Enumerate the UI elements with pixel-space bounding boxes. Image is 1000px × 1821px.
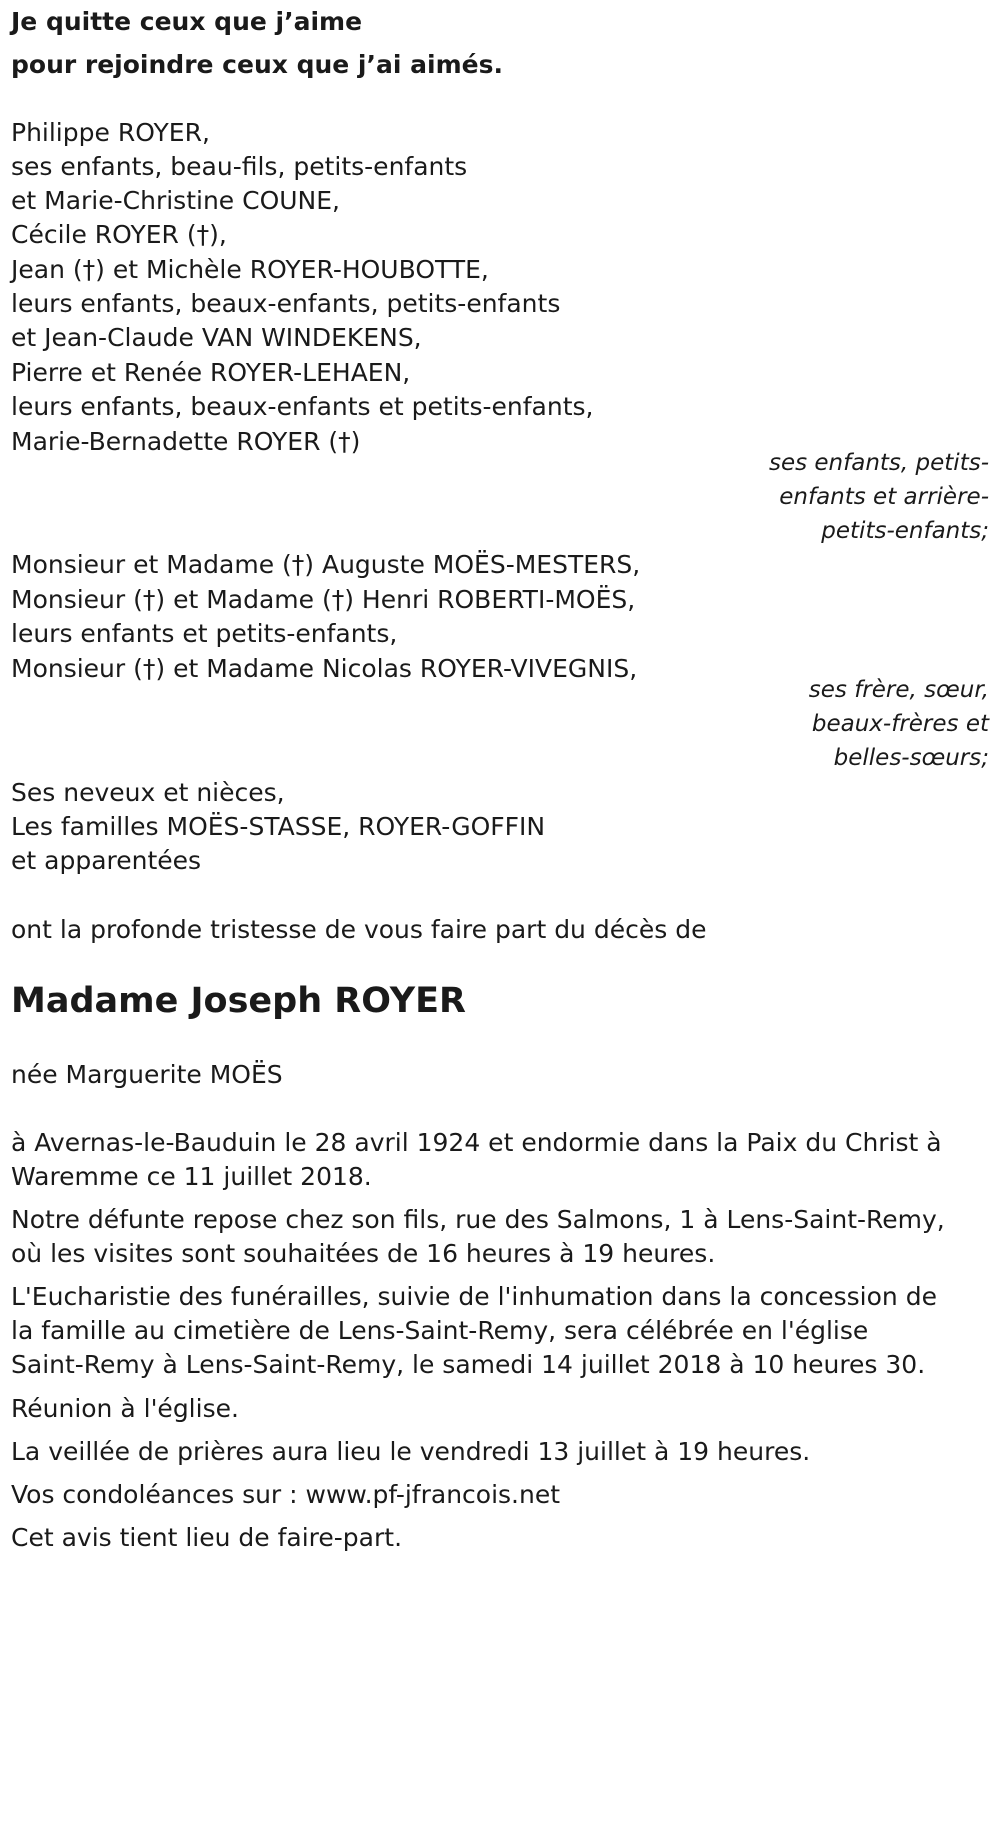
detail-line: Réunion à l'église. bbox=[11, 1394, 239, 1423]
family-line: ses enfants, beau-fils, petits-enfants bbox=[11, 152, 468, 181]
deceased-name: Madame Joseph ROYER bbox=[11, 981, 466, 1021]
relation-line: beaux-frères et bbox=[811, 711, 989, 737]
relation-line: petits-enfants; bbox=[821, 518, 989, 544]
family-line: leurs enfants, beaux-enfants et petits-enfants, bbox=[11, 392, 594, 421]
family-line: Monsieur (†) et Madame Nicolas ROYER-VIVEGNIS, bbox=[11, 654, 638, 683]
family-line: leurs enfants, beaux-enfants, petits-enfants bbox=[11, 289, 561, 318]
relation-line: ses frère, sœur, bbox=[808, 677, 989, 703]
epigraph-line: Je quitte ceux que j’aime bbox=[11, 7, 363, 36]
family-line: et Jean-Claude VAN WINDEKENS, bbox=[11, 323, 422, 352]
family-line: et apparentées bbox=[11, 846, 202, 875]
family-line: Jean (†) et Michèle ROYER-HOUBOTTE, bbox=[11, 255, 489, 284]
family-line: Les familles MOËS-STASSE, ROYER-GOFFIN bbox=[11, 812, 546, 841]
family-line: et Marie-Christine COUNE, bbox=[11, 186, 340, 215]
family-line: Marie-Bernadette ROYER (†) bbox=[11, 427, 361, 456]
relation-line: enfants et arrière- bbox=[779, 484, 989, 510]
detail-line: à Avernas-le-Bauduin le 28 avril 1924 et endormie dans la Paix du Christ à bbox=[11, 1128, 942, 1157]
epigraph-line: pour rejoindre ceux que j’ai aimés. bbox=[11, 50, 503, 79]
family-line: Cécile ROYER (†), bbox=[11, 220, 227, 249]
announcement: ont la profonde tristesse de vous faire part du décès de bbox=[11, 915, 707, 944]
family-line: Monsieur et Madame (†) Auguste MOËS-MESTERS, bbox=[11, 550, 641, 579]
detail-line: Saint-Remy à Lens-Saint-Remy, le samedi 14 juillet 2018 à 10 heures 30. bbox=[11, 1350, 926, 1379]
relation-line: belles-sœurs; bbox=[833, 745, 989, 771]
maiden-name: née Marguerite MOËS bbox=[11, 1060, 283, 1089]
family-line: leurs enfants et petits-enfants, bbox=[11, 619, 398, 648]
detail-line: L'Eucharistie des funérailles, suivie de l'inhumation dans la concession de bbox=[11, 1282, 937, 1311]
detail-line: Notre défunte repose chez son fils, rue des Salmons, 1 à Lens-Saint-Remy, bbox=[11, 1205, 945, 1234]
detail-line: où les visites sont souhaitées de 16 heures à 19 heures. bbox=[11, 1239, 716, 1268]
detail-line: la famille au cimetière de Lens-Saint-Remy, sera célébrée en l'église bbox=[11, 1316, 869, 1345]
family-line: Monsieur (†) et Madame (†) Henri ROBERTI-MOËS, bbox=[11, 585, 636, 614]
family-line: Pierre et Renée ROYER-LEHAEN, bbox=[11, 358, 411, 387]
detail-line: Cet avis tient lieu de faire-part. bbox=[11, 1523, 403, 1552]
family-line: Ses neveux et nièces, bbox=[11, 778, 285, 807]
detail-line: La veillée de prières aura lieu le vendredi 13 juillet à 19 heures. bbox=[11, 1437, 811, 1466]
relation-line: ses enfants, petits- bbox=[768, 450, 989, 476]
family-line: Philippe ROYER, bbox=[11, 118, 210, 147]
condolences-link: Vos condoléances sur : www.pf-jfrancois.net bbox=[11, 1480, 561, 1509]
detail-line: Waremme ce 11 juillet 2018. bbox=[11, 1162, 372, 1191]
